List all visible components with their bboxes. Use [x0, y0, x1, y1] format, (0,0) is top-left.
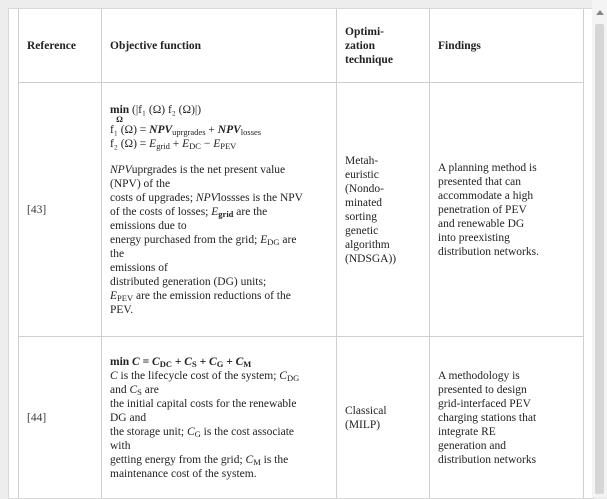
desc-text: the storage unit; [110, 426, 187, 438]
desc-var: E [260, 234, 267, 246]
eq-subscript: grid [156, 141, 170, 151]
table-header-row [19, 9, 584, 83]
desc-var: NPV [196, 192, 218, 204]
findings-line: distribution networks [438, 453, 575, 467]
header-optim-line: technique [345, 53, 421, 67]
findings-line: A planning method is [438, 161, 575, 175]
desc-text: (NPV) of the [110, 177, 328, 191]
technique-line: sorting [345, 210, 421, 224]
desc-subscript: G [195, 429, 201, 439]
reference-link[interactable]: [44] [27, 412, 46, 424]
eq-term: f₁ (Ω) = [110, 124, 149, 136]
eq-term: C [132, 356, 140, 368]
reference-cell [19, 337, 102, 499]
eq-term: + [170, 138, 182, 150]
findings-line: A methodology is [438, 369, 575, 383]
technique-line: Metah- [345, 154, 421, 168]
technique-line: genetic [345, 224, 421, 238]
eq-term: E [149, 138, 156, 150]
eq-term: = [140, 356, 152, 368]
desc-var: E [211, 206, 218, 218]
desc-text: getting energy from the grid; [110, 454, 246, 466]
desc-var: C [110, 370, 118, 382]
min-operator: min [110, 356, 132, 368]
desc-var: E [110, 290, 117, 302]
eq-subscript: PEV [220, 141, 236, 151]
desc-var: NPV [110, 164, 132, 176]
technique-cell [337, 337, 430, 499]
objective-cell [102, 337, 337, 499]
eq-term: + [206, 124, 218, 136]
desc-subscript: S [137, 387, 142, 397]
reference-link[interactable]: [43] [27, 204, 46, 216]
desc-subscript: M [253, 457, 261, 467]
eq-term: − [201, 138, 213, 150]
desc-text: is the lifecycle cost of the system; [118, 370, 280, 382]
eq-term: + [172, 356, 184, 368]
desc-text: are [142, 384, 159, 396]
header-findings: Findings [430, 9, 584, 83]
min-body: (|f₁ (Ω) f₂ (Ω)|) [132, 104, 201, 116]
desc-var: C [187, 426, 195, 438]
desc-var: C [279, 370, 287, 382]
desc-text: is the cost associate [201, 426, 294, 438]
technique-line: (Nondo- [345, 182, 421, 196]
header-reference: Reference [19, 9, 102, 83]
min-subscript: Ω [110, 115, 129, 123]
desc-text: with [110, 439, 328, 453]
technique-line: minated [345, 196, 421, 210]
eq-subscript: DC [160, 359, 172, 369]
findings-line: generation and [438, 439, 575, 453]
desc-text: and [110, 384, 129, 396]
technique-line: (MILP) [345, 418, 421, 432]
desc-text: costs of upgrades; [110, 192, 196, 204]
eq-term: + [197, 356, 209, 368]
objective-cell [102, 83, 337, 337]
eq-term: f₂ (Ω) = [110, 138, 149, 150]
vertical-scrollbar[interactable] [592, 0, 607, 497]
findings-line: and renewable DG [438, 217, 575, 231]
desc-text: of the costs of losses; [110, 206, 211, 218]
scroll-up-icon[interactable] [596, 10, 604, 15]
desc-text: are [280, 234, 297, 246]
findings-line: distribution networks. [438, 245, 575, 259]
desc-text: energy purchased from the grid; [110, 234, 260, 246]
min-operator: min [110, 104, 129, 116]
equation-min [110, 103, 328, 123]
description-text [110, 369, 328, 481]
findings-cell [430, 337, 584, 499]
desc-text: are the emission reductions of the [133, 290, 291, 302]
header-optimization-technique [337, 9, 430, 83]
eq-term: E [213, 138, 220, 150]
findings-line: into preexisting [438, 231, 575, 245]
eq-term: C [184, 356, 192, 368]
eq-subscript: losses [241, 127, 261, 137]
desc-text: emissions of [110, 261, 328, 275]
eq-subscript: S [192, 359, 197, 369]
eq-term: + [223, 356, 235, 368]
desc-subscript: DG [267, 237, 279, 247]
scrollbar-thumb[interactable] [595, 24, 604, 494]
eq-term: E [182, 138, 189, 150]
equation-f1 [110, 123, 328, 137]
eq-term: C [152, 356, 160, 368]
table-row [19, 83, 584, 337]
desc-text: the [110, 247, 328, 261]
document-page [8, 8, 594, 499]
description-text [110, 163, 328, 317]
table-row [19, 337, 584, 499]
desc-text: are the [233, 206, 267, 218]
desc-text: distributed generation (DG) units; [110, 275, 328, 289]
literature-table [18, 8, 584, 499]
findings-line: presented that can [438, 175, 575, 189]
technique-line: Classical [345, 404, 421, 418]
desc-text: uprgrades is the net present value [132, 164, 285, 176]
eq-term: NPV [149, 124, 172, 136]
desc-text: the initial capital costs for the renewable [110, 397, 328, 411]
desc-subscript: DG [287, 373, 299, 383]
findings-line: charging stations that [438, 411, 575, 425]
desc-text: is the [261, 454, 288, 466]
eq-subscript: uprgrades [172, 127, 205, 137]
desc-text: emissions due to [110, 219, 328, 233]
technique-line: algorithm [345, 238, 421, 252]
eq-term: NPV [218, 124, 241, 136]
eq-subscript: G [217, 359, 224, 369]
desc-text: lossses is the NPV [218, 192, 303, 204]
header-optim-line: Optimi- [345, 25, 421, 39]
technique-line: euristic [345, 168, 421, 182]
equation-f2 [110, 137, 328, 151]
findings-line: penetration of PEV [438, 203, 575, 217]
desc-var: C [246, 454, 254, 466]
desc-var: C [129, 384, 137, 396]
desc-subscript: PEV [117, 293, 133, 303]
desc-text: PEV. [110, 303, 328, 317]
eq-term: C [209, 356, 217, 368]
equation-min-cost [110, 355, 328, 369]
findings-line: presented to design [438, 383, 575, 397]
header-optim-line: zation [345, 39, 421, 53]
technique-line: (NDSGA)) [345, 252, 421, 266]
desc-subscript: grid [218, 209, 233, 219]
header-objective-function: Objective function [102, 9, 337, 83]
findings-cell [430, 83, 584, 337]
desc-text: maintenance cost of the system. [110, 467, 328, 481]
findings-line: accommodate a high [438, 189, 575, 203]
technique-cell [337, 83, 430, 337]
reference-cell [19, 83, 102, 337]
findings-line: grid-interfaced PEV [438, 397, 575, 411]
eq-subscript: M [243, 359, 251, 369]
desc-text: DG and [110, 411, 328, 425]
eq-term: C [236, 356, 244, 368]
findings-line: integrate RE [438, 425, 575, 439]
eq-subscript: DC [189, 141, 201, 151]
